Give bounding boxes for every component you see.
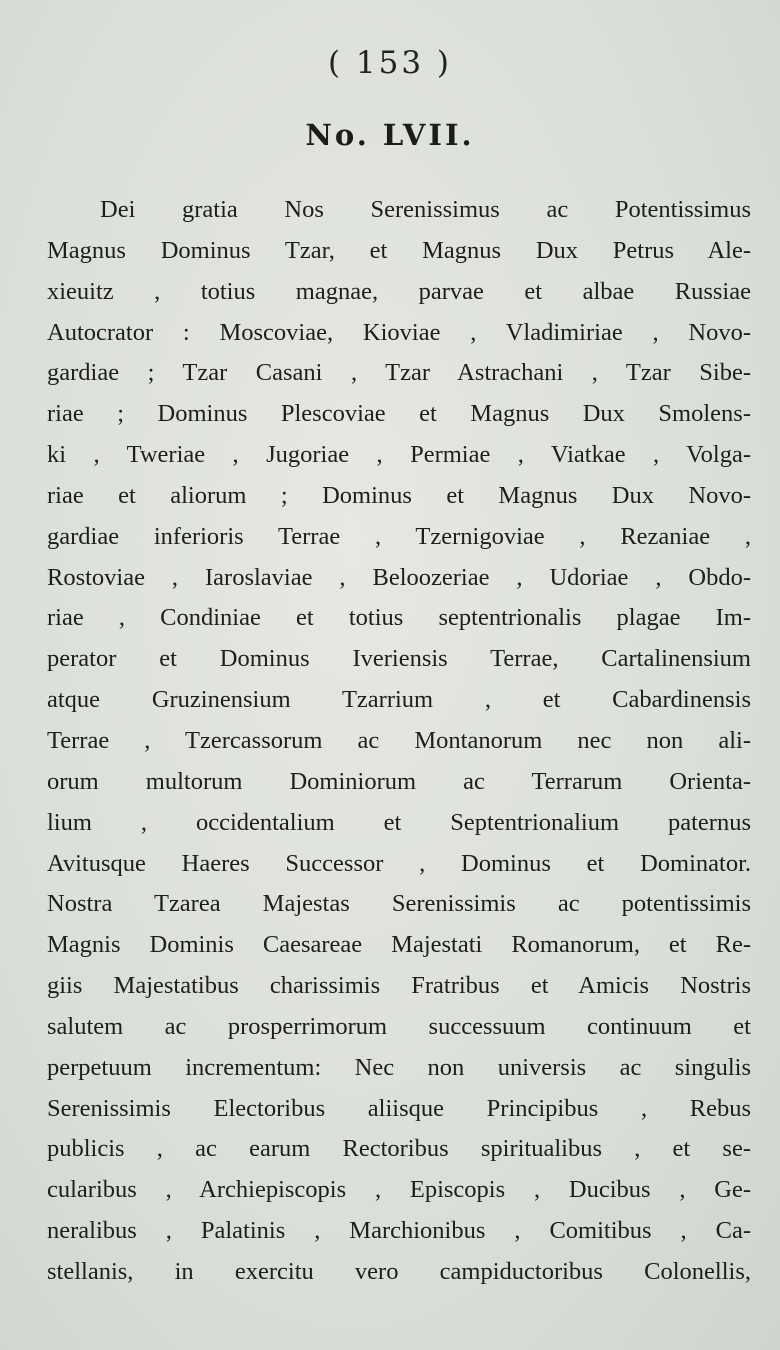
- text-line: Terrae , Tzercassorum ac Montanorum nec non ali-: [47, 726, 751, 754]
- page-number: ( 153 ): [327, 45, 453, 81]
- text-line: riae , Condiniae et totius septentrionalis plagae Im-: [47, 604, 751, 632]
- text-line: ki , Tweriae , Jugoriae , Permiae , Viatkae , Volga-: [47, 441, 751, 469]
- text-line: Dei gratia Nos Serenissimus ac Potentissimus: [100, 196, 751, 223]
- document-heading: No. LVII.: [305, 118, 475, 152]
- text-line: salutem ac prosperrimorum successuum continuum et: [47, 1012, 751, 1040]
- text-line: Rostoviae , Iaroslaviae , Beloozeriae , Udoriae , Obdo-: [47, 563, 751, 591]
- text-line: publicis , ac earum Rectoribus spiritualibus , et se-: [47, 1135, 751, 1163]
- text-line: orum multorum Dominiorum ac Terrarum Orienta-: [47, 767, 751, 795]
- body-text: [47, 190, 751, 1293]
- text-line: Autocrator : Moscoviae, Kioviae , Vladimiriae , Novo-: [47, 318, 751, 346]
- text-line: stellanis, in exercitu vero campiductoribus Colonellis,: [47, 1257, 751, 1285]
- text-line: cularibus , Archiepiscopis , Episcopis , Ducibus , Ge-: [47, 1176, 751, 1204]
- text-line: gardiae ; Tzar Casani , Tzar Astrachani , Tzar Sibe-: [47, 359, 751, 387]
- text-line: perpetuum incrementum: Nec non universis ac singulis: [47, 1053, 751, 1081]
- text-line: perator et Dominus Iveriensis Terrae, Cartalinensium: [47, 645, 751, 673]
- text-line: Magnis Dominis Caesareae Majestati Romanorum, et Re-: [47, 931, 751, 959]
- text-line: riae et aliorum ; Dominus et Magnus Dux Novo-: [47, 481, 751, 509]
- text-line: lium , occidentalium et Septentrionalium paternus: [47, 808, 751, 836]
- text-line: riae ; Dominus Plescoviae et Magnus Dux Smolens-: [47, 400, 751, 428]
- text-line: neralibus , Palatinis , Marchionibus , Comitibus , Ca-: [47, 1217, 751, 1245]
- text-line: xieuitz , totius magnae, parvae et albae Russiae: [47, 277, 751, 305]
- text-line: giis Majestatibus charissimis Fratribus et Amicis Nostris: [47, 972, 751, 1000]
- text-line: Serenissimis Electoribus aliisque Principibus , Rebus: [47, 1094, 751, 1122]
- text-line: atque Gruzinensium Tzarrium , et Cabardinensis: [47, 686, 751, 714]
- text-line: gardiae inferioris Terrae , Tzernigoviae , Rezaniae ,: [47, 522, 751, 550]
- text-line: Magnus Dominus Tzar, et Magnus Dux Petrus Ale-: [47, 236, 751, 264]
- text-line: Nostra Tzarea Majestas Serenissimis ac potentissimis: [47, 890, 751, 918]
- text-line: Avitusque Haeres Successor , Dominus et Dominator.: [47, 849, 751, 877]
